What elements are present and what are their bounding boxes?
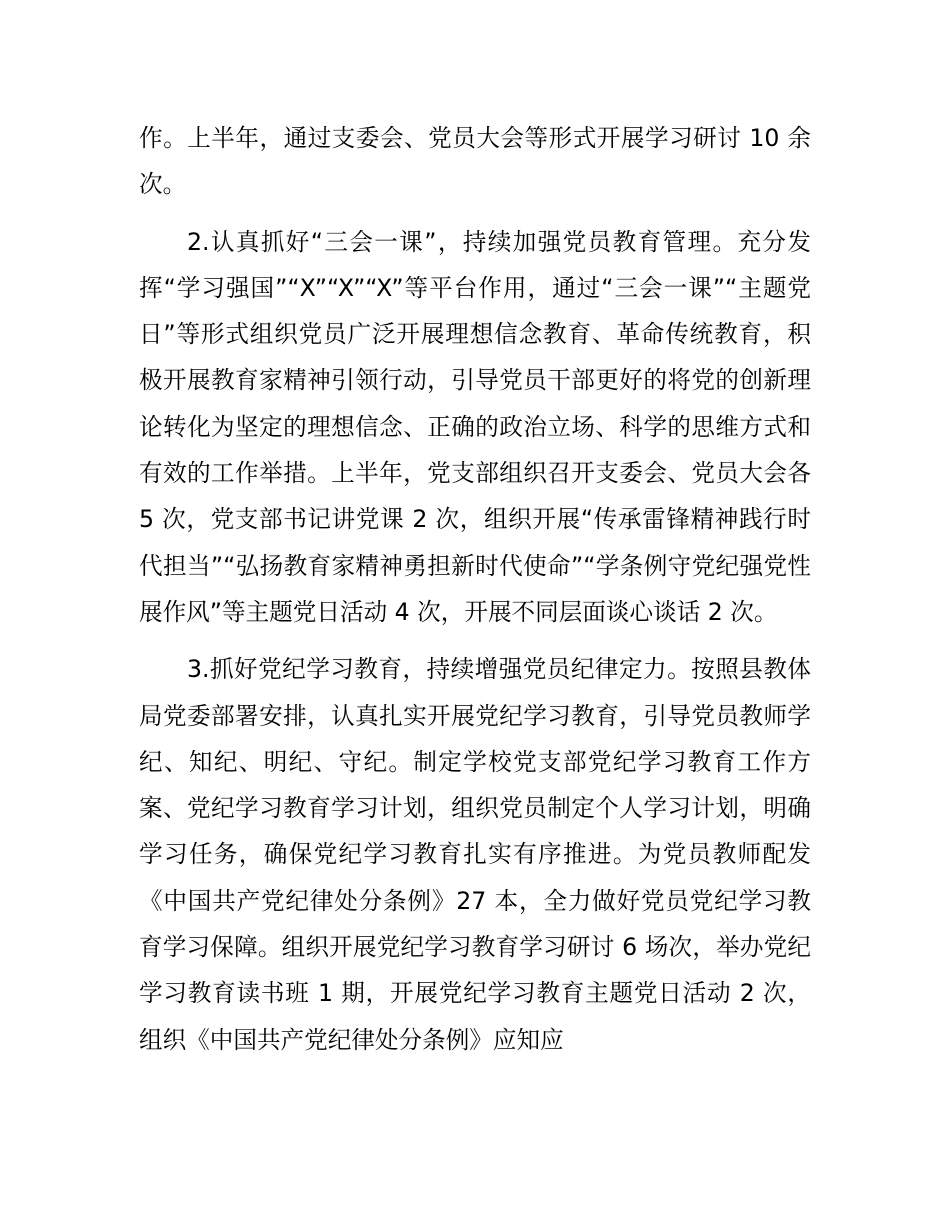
document-page <box>139 115 811 1074</box>
paragraph-discipline-education: 3.抓好党纪学习教育，持续增强党员纪律定力。按照县教体局党委部署安排，认真扎实开展党纪学习教育，引导党员教师学纪、知纪、明纪、守纪。制定学校党支部党纪学习教育工作方案、党纪学习教育学习计划，组织党员制定个人学习计划，明确学习任务，确保党纪学习教育扎实有序推进。为党员教师配发《中国共产党纪律处分条例》27 本，全力做好党员党纪学习教育学习保障。组织开展党纪学习教育学习研讨 6 场次，举办党纪学习教育读书班 1 期，开展党纪学习教育主题党日活动 2 次，组织《中国共产党纪律处分条例》应知应 <box>139 655 811 1054</box>
paragraph-three-meetings: 2.认真抓好“三会一课”，持续加强党员教育管理。充分发挥“学习强国”“X”“X”“X”等平台作用，通过“三会一课”“主题党日”等形式组织党员广泛开展理想信念教育、革命传统教育，积极开展教育家精神引领行动，引导党员干部更好的将党的创新理论转化为坚定的理想信念、正确的政治立场、科学的思维方式和有效的工作举措。上半年，党支部组织召开支委会、党员大会各 5 次，党支部书记讲党课 2 次，组织开展“传承雷锋精神践行时代担当”“弘扬教育家精神勇担新时代使命”“学条例守党纪强党性展作风”等主题党日活动 4 次，开展不同层面谈心谈话 2 次。 <box>139 227 811 626</box>
paragraph-continuation: 作。上半年，通过支委会、党员大会等形式开展学习研讨 10 余次。 <box>139 124 811 199</box>
